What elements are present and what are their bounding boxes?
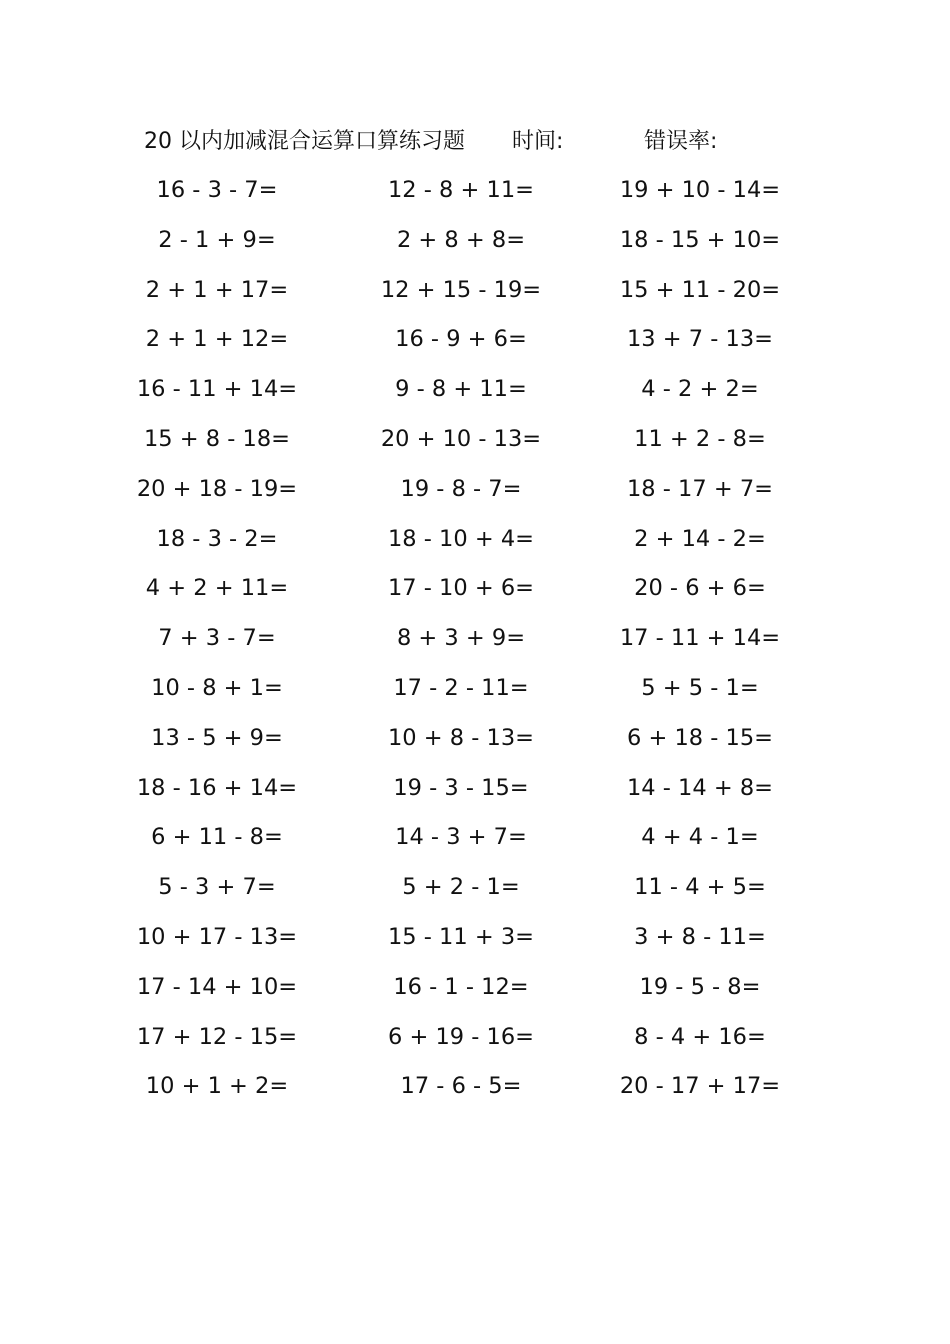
problem-item: 10 + 8 - 13= xyxy=(387,724,534,751)
problem-item: 19 - 8 - 7= xyxy=(400,475,522,502)
problem-item: 17 - 10 + 6= xyxy=(387,575,534,602)
problem-item: 17 + 12 - 15= xyxy=(136,1023,298,1050)
problem-item: 17 - 6 - 5= xyxy=(400,1073,522,1100)
problem-row xyxy=(0,465,950,515)
problem-item: 13 + 7 - 13= xyxy=(626,326,773,353)
problem-row xyxy=(0,266,950,316)
problem-item: 12 - 8 + 11= xyxy=(387,177,534,203)
problem-item: 17 - 11 + 14= xyxy=(619,625,781,652)
problem-item: 2 + 14 - 2= xyxy=(634,525,766,552)
problem-item: 12 + 15 - 19= xyxy=(380,276,542,303)
problem-row xyxy=(0,216,950,266)
problem-item: 16 - 9 + 6= xyxy=(395,326,527,353)
problem-item: 7 + 3 - 7= xyxy=(158,625,276,652)
problem-item: 20 - 6 + 6= xyxy=(634,575,766,602)
problem-item: 5 + 5 - 1= xyxy=(641,674,759,701)
problem-item: 4 + 2 + 11= xyxy=(145,575,289,602)
problem-row xyxy=(0,614,950,664)
problem-row xyxy=(0,863,950,913)
problem-item: 15 - 11 + 3= xyxy=(387,923,534,950)
problem-item: 2 + 8 + 8= xyxy=(396,226,526,253)
problem-row xyxy=(0,664,950,714)
problem-row xyxy=(0,963,950,1013)
problem-item: 4 - 2 + 2= xyxy=(641,376,759,403)
problem-row xyxy=(0,315,950,365)
problem-item: 10 - 8 + 1= xyxy=(151,674,283,701)
problem-item: 9 - 8 + 11= xyxy=(395,376,527,403)
problem-row xyxy=(0,415,950,465)
problem-item: 2 - 1 + 9= xyxy=(158,226,276,253)
problem-item: 18 - 16 + 14= xyxy=(136,774,298,801)
problem-item: 13 - 5 + 9= xyxy=(151,724,283,751)
problem-item: 11 + 2 - 8= xyxy=(634,425,766,452)
problem-item: 16 - 3 - 7= xyxy=(156,177,278,203)
problem-row xyxy=(0,913,950,963)
time-label: 时间: xyxy=(512,129,564,154)
worksheet-title: 20 以内加减混合运算口算练习题 xyxy=(144,129,465,154)
problem-item: 8 - 4 + 16= xyxy=(634,1023,766,1050)
problem-item: 11 - 4 + 5= xyxy=(634,874,766,901)
problem-item: 16 - 11 + 14= xyxy=(136,376,298,403)
problem-row xyxy=(0,1013,950,1063)
problem-row xyxy=(0,714,950,764)
problem-item: 6 + 11 - 8= xyxy=(151,824,283,851)
problem-item: 10 + 17 - 13= xyxy=(136,923,298,950)
problem-item: 6 + 18 - 15= xyxy=(626,724,773,751)
problem-row xyxy=(0,764,950,814)
problem-item: 2 + 1 + 17= xyxy=(145,276,289,303)
problem-item: 20 + 18 - 19= xyxy=(136,475,298,502)
problem-row xyxy=(0,515,950,565)
problem-item: 18 - 17 + 7= xyxy=(626,475,773,502)
problem-item: 5 - 3 + 7= xyxy=(158,874,276,901)
problem-item: 15 + 11 - 20= xyxy=(619,276,781,303)
problem-item: 16 - 1 - 12= xyxy=(393,973,529,1000)
problem-item: 18 - 3 - 2= xyxy=(156,525,278,552)
problem-item: 5 + 2 - 1= xyxy=(402,874,520,901)
problem-item: 19 + 10 - 14= xyxy=(619,177,781,203)
problem-item: 19 - 5 - 8= xyxy=(639,973,761,1000)
problem-item: 15 + 8 - 18= xyxy=(143,425,290,452)
problem-row xyxy=(0,564,950,614)
problem-item: 17 - 14 + 10= xyxy=(136,973,298,1000)
problem-item: 10 + 1 + 2= xyxy=(145,1073,289,1100)
problem-row xyxy=(0,166,950,216)
problem-row xyxy=(0,1062,950,1112)
problem-item: 8 + 3 + 9= xyxy=(396,625,526,652)
problem-item: 14 - 3 + 7= xyxy=(395,824,527,851)
problem-item: 20 + 10 - 13= xyxy=(380,425,542,452)
problem-item: 17 - 2 - 11= xyxy=(393,674,529,701)
problem-item: 2 + 1 + 12= xyxy=(145,326,289,353)
error-rate-label: 错误率: xyxy=(644,129,718,154)
problem-item: 18 - 10 + 4= xyxy=(387,525,534,552)
problem-item: 3 + 8 - 11= xyxy=(634,923,766,950)
problem-item: 18 - 15 + 10= xyxy=(619,226,781,253)
problem-item: 20 - 17 + 17= xyxy=(619,1073,781,1100)
problem-item: 6 + 19 - 16= xyxy=(387,1023,534,1050)
problem-item: 19 - 3 - 15= xyxy=(393,774,529,801)
problem-grid xyxy=(0,166,950,1112)
problem-row xyxy=(0,365,950,415)
problem-item: 4 + 4 - 1= xyxy=(641,824,759,851)
problem-row xyxy=(0,813,950,863)
problem-item: 14 - 14 + 8= xyxy=(626,774,773,801)
